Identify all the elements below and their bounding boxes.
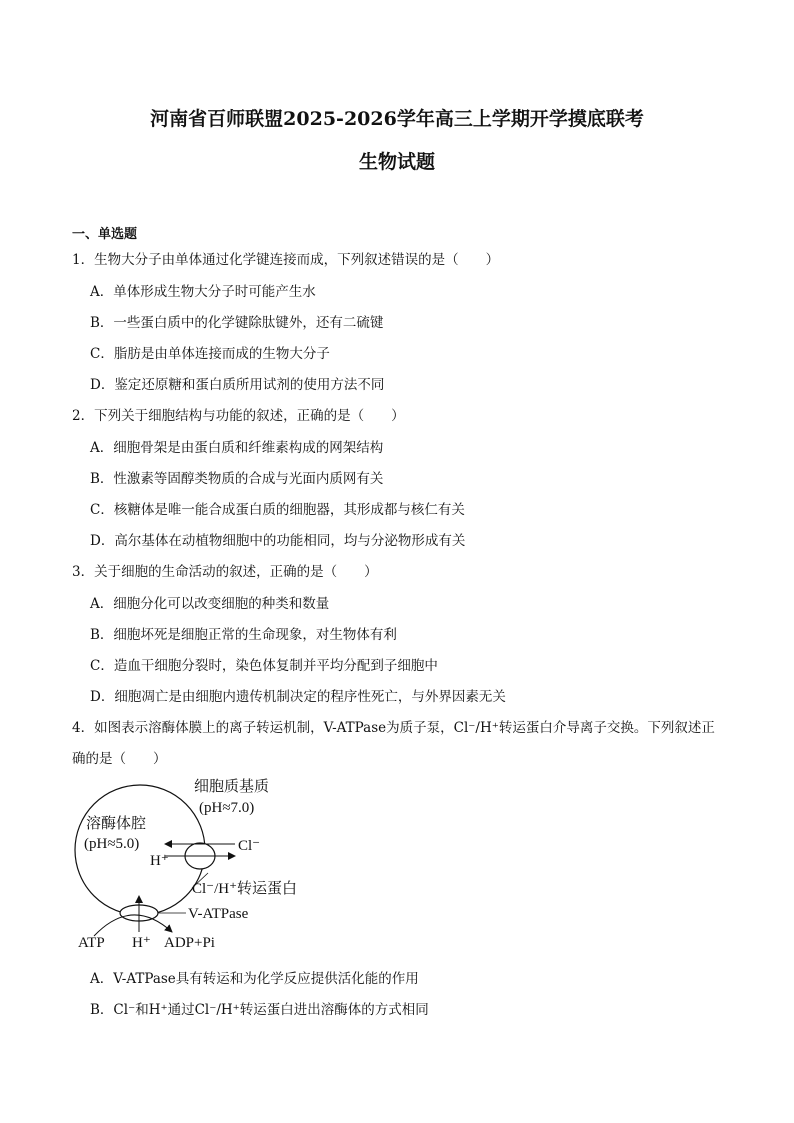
question-1-option-c: C．脂肪是由单体连接而成的生物大分子 bbox=[90, 346, 330, 362]
question-3-option-b: B．细胞坏死是细胞正常的生命现象，对生物体有利 bbox=[90, 627, 397, 643]
question-1-option-b: B．一些蛋白质中的化学键除肽键外，还有二硫键 bbox=[90, 315, 384, 331]
lysosome-ph: (pH≈5.0) bbox=[84, 836, 140, 852]
question-4-stem-continued: 确的是（ ） bbox=[72, 751, 167, 767]
question-3-option-d: D．细胞凋亡是由细胞内遗传机制决定的程序性死亡，与外界因素无关 bbox=[90, 689, 506, 705]
question-3-option-a: A．细胞分化可以改变细胞的种类和数量 bbox=[90, 596, 330, 612]
adp-label: ADP+Pi bbox=[164, 935, 215, 951]
question-4-option-b: B．Cl⁻和H⁺通过Cl⁻/H⁺转运蛋白进出溶酶体的方式相同 bbox=[90, 1002, 429, 1018]
question-2-option-d: D．高尔基体在动植物细胞中的功能相同，均与分泌物形成有关 bbox=[90, 533, 466, 549]
question-1-option-a: A．单体形成生物大分子时可能产生水 bbox=[90, 284, 316, 300]
lysosome-label: 溶酶体腔 bbox=[86, 816, 147, 832]
section-heading: 一、单选题 bbox=[72, 227, 138, 242]
lysosome-diagram bbox=[72, 770, 322, 958]
question-4-option-a: A．V-ATPase具有转运和为化学反应提供活化能的作用 bbox=[90, 971, 419, 987]
h-inside-label: H⁺ bbox=[150, 853, 169, 869]
question-3-option-c: C．造血干细胞分裂时，染色体复制并平均分配到子细胞中 bbox=[90, 658, 438, 674]
page-subtitle: 生物试题 bbox=[358, 151, 435, 173]
cl-label: Cl⁻ bbox=[238, 838, 261, 854]
cytoplasm-ph: (pH≈7.0) bbox=[199, 800, 255, 816]
atp-label: ATP bbox=[78, 935, 105, 951]
question-2-option-a: A．细胞骨架是由蛋白质和纤维素构成的网架结构 bbox=[90, 440, 384, 456]
transporter-label: Cl⁻/H⁺转运蛋白 bbox=[192, 881, 298, 897]
question-3-stem: 3．关于细胞的生命活动的叙述，正确的是（ ） bbox=[72, 564, 378, 580]
page-title: 河南省百师联盟2025-2026学年高三上学期开学摸底联考 bbox=[150, 108, 644, 130]
question-1-option-d: D．鉴定还原糖和蛋白质所用试剂的使用方法不同 bbox=[90, 377, 385, 393]
question-2-option-c: C．核糖体是唯一能合成蛋白质的细胞器，其形成都与核仁有关 bbox=[90, 502, 465, 518]
question-2-stem: 2．下列关于细胞结构与功能的叙述，正确的是（ ） bbox=[72, 408, 405, 424]
cytoplasm-label: 细胞质基质 bbox=[194, 779, 270, 795]
question-4-stem: 4．如图表示溶酶体膜上的离子转运机制，V-ATPase为质子泵，Cl⁻/H⁺转运蛋白介导离子交换。下列叙述正 bbox=[72, 720, 715, 736]
question-2-option-b: B．性激素等固醇类物质的合成与光面内质网有关 bbox=[90, 471, 384, 487]
question-1-stem: 1．生物大分子由单体通过化学键连接而成，下列叙述错误的是（ ） bbox=[72, 252, 500, 268]
h-pump-label: H⁺ bbox=[132, 935, 151, 951]
v-atpase-label: V-ATPase bbox=[188, 906, 249, 922]
